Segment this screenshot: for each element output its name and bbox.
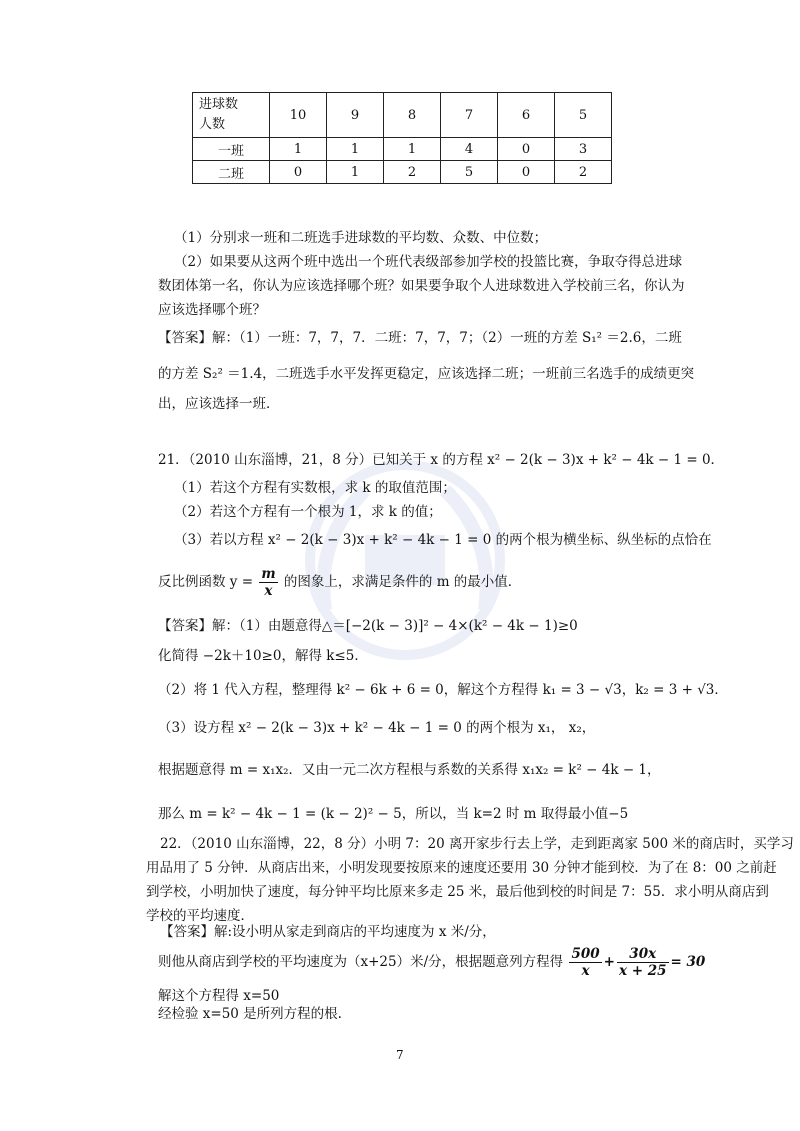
- q21-sub3: （3）若以方程 x² − 2(k − 3)x + k² − 4k − 1 = 0 的两个根为横坐标、纵坐标的点恰在: [174, 532, 712, 548]
- goal-cell: 10: [270, 93, 327, 138]
- table-cell: 0: [270, 161, 327, 184]
- watermark-emblem: [285, 440, 525, 680]
- goal-cell: 8: [384, 93, 441, 138]
- q20-part1: （1）分别求一班和二班选手进球数的平均数、众数、中位数；: [174, 230, 548, 246]
- table-cell: 3: [555, 138, 612, 161]
- q20-answer-line3: 出，应该选择一班．: [158, 396, 280, 412]
- q21-answer-line3: （2）将 1 代入方程，整理得 k² − 6k + 6 = 0，解这个方程得 k₁ = 3 − √3，k₂ = 3 + √3．: [158, 682, 728, 698]
- q21-answer-line2: 化简得 −2k＋10≥0，解得 k≤5．: [158, 648, 368, 664]
- q21-answer-line4: （3）设方程 x² − 2(k − 3)x + k² − 4k − 1 = 0 的两个根为 x₁， x₂，: [158, 720, 596, 736]
- q21-stem: 21．（2010 山东淄博，21，8 分）已知关于 x 的方程 x² − 2(k − 3)x + k² − 4k − 1 = 0．: [158, 452, 725, 468]
- goal-cell: 7: [441, 93, 498, 138]
- table-row: [193, 138, 612, 161]
- goal-cell: 9: [327, 93, 384, 138]
- class-label: 一班: [193, 138, 270, 161]
- q20-answer-line2: 的方差 S₂² ＝1.4，二班选手水平发挥更稳定，应该选择二班；一班前三名选手的成绩更突: [158, 366, 695, 382]
- q21-sub3-line2: 反比例函数 y = $\frac{m}{x}$ 的图象上，求满足条件的 m 的最小值．: [158, 566, 522, 599]
- table-header-cell: 进球数 人数: [193, 93, 270, 138]
- q20-part2-line2: 数团体第一名，你认为应该选择哪个班？如果要争取个人进球数进入学校前三名，你认为: [158, 278, 685, 294]
- q21-sub2: （2）若这个方程有一个根为 1，求 k 的值；: [174, 504, 442, 520]
- q21-answer-line1: 【答案】解：（1）由题意得△＝[−2(k − 3)]² − 4×(k² − 4k − 1)≥0: [158, 618, 578, 634]
- q22-answer-line2: 则他从商店到学校的平均速度为（x+25）米/分，根据题意列方程得 $\frac{500}{x}$ + $\frac{30x}{x + 25}$ = 30: [158, 946, 706, 979]
- fraction-500-over-x: $\frac{500}{x}$: [571, 946, 600, 979]
- goal-cell: 5: [555, 93, 612, 138]
- q22-answer-line3: 解这个方程得 x=50: [158, 988, 280, 1004]
- q22-line4: 学校的平均速度．: [146, 908, 254, 924]
- q22-line2: 用品用了 5 分钟．从商店出来，小明发现要按原来的速度还要用 30 分钟才能到校．为了在 8：00 之前赶: [146, 860, 777, 876]
- fraction-30x-over-x-plus-25: $\frac{30x}{x + 25}$: [618, 946, 667, 979]
- table-cell: 1: [327, 138, 384, 161]
- class-label: 二班: [193, 161, 270, 184]
- table-cell: 1: [384, 138, 441, 161]
- fraction-m-over-x: $\frac{m}{x}$: [261, 566, 276, 599]
- q21-answer-line6: 那么 m = k² − 4k − 1 = (k − 2)² − 5，所以，当 k=2 时 m 取得最小值−5: [158, 806, 629, 822]
- table-cell: 0: [498, 138, 555, 161]
- q22-line1: 22．（2010 山东淄博，22，8 分）小明 7：20 离开家步行去上学，走到距离家 500 米的商店时，买学习: [160, 836, 794, 852]
- table-cell: 1: [327, 161, 384, 184]
- table-cell: 2: [555, 161, 612, 184]
- table-cell: 5: [441, 161, 498, 184]
- table-cell: 2: [384, 161, 441, 184]
- q20-part2-line1: （2）如果要从这两个班中选出一个班代表级部参加学校的投篮比赛，争取夺得总进球: [174, 254, 683, 270]
- q21-answer-line5: 根据题意得 m = x₁x₂．又由一元二次方程根与系数的关系得 x₁x₂ = k² − 4k − 1，: [158, 762, 661, 778]
- q22-answer-line1: 【答案】解:设小明从家走到商店的平均速度为 x 米/分，: [160, 924, 496, 940]
- q20-answer-line1: 【答案】解：（1）一班：7，7，7．二班：7，7，7；（2）一班的方差 S₁² ＝2.6，二班: [158, 330, 682, 346]
- q22-answer-line4: 经检验 x=50 是所列方程的根.: [158, 1006, 342, 1022]
- score-table: [192, 92, 612, 184]
- table-row: [193, 93, 612, 138]
- q20-part2-line3: 应该选择哪个班？: [158, 302, 266, 318]
- table-cell: 4: [441, 138, 498, 161]
- table-cell: 0: [498, 161, 555, 184]
- table-row: [193, 161, 612, 184]
- page-number: 7: [396, 1048, 404, 1062]
- q21-sub1: （1）若这个方程有实数根，求 k 的取值范围；: [174, 480, 456, 496]
- q22-line3: 到学校，小明加快了速度，每分钟平均比原来多走 25 米，最后他到校的时间是 7：55．求小明从商店到: [146, 884, 769, 900]
- table-cell: 1: [270, 138, 327, 161]
- goal-cell: 6: [498, 93, 555, 138]
